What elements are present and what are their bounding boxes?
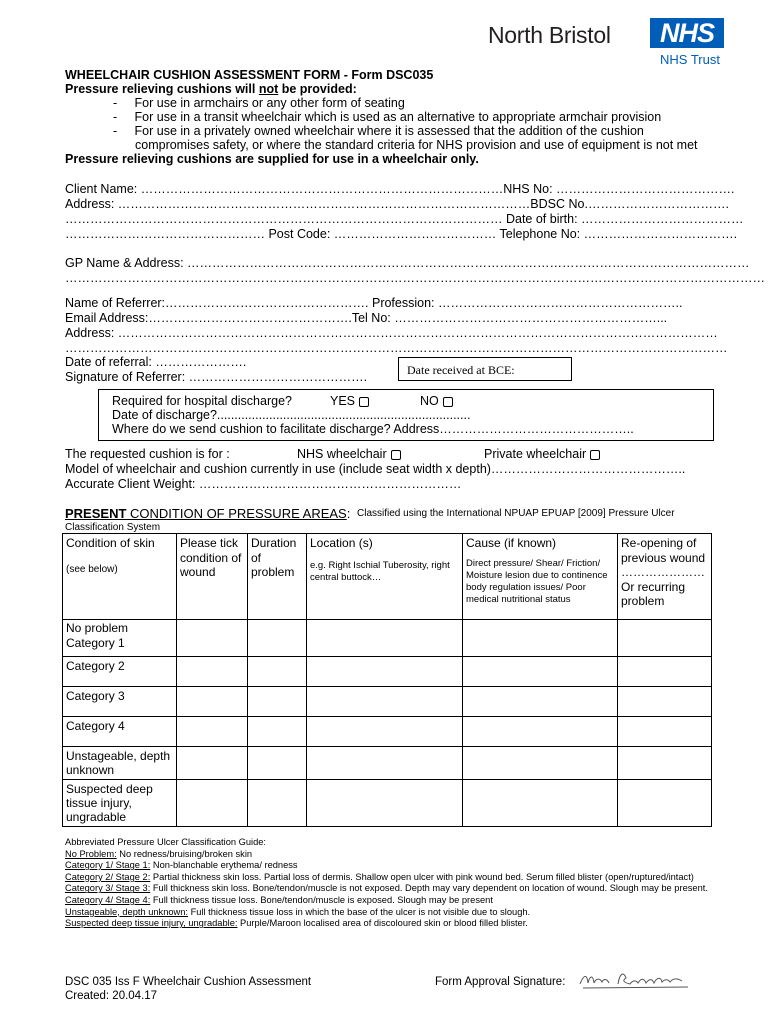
duration-cell[interactable] (248, 717, 307, 747)
cause-cell[interactable] (463, 620, 618, 657)
form-title: WHEELCHAIR CUSHION ASSESSMENT FORM - Form DSC035 (65, 68, 434, 82)
nhs-wheelchair-checkbox[interactable] (391, 450, 401, 460)
row-category-2: Category 2 (63, 657, 177, 687)
no-checkbox[interactable] (443, 397, 453, 407)
guide-item: Category 1/ Stage 1: Non-blanchable erythema/ redness (65, 860, 298, 871)
cause-cell[interactable] (463, 657, 618, 687)
tick-cell[interactable] (177, 780, 248, 827)
header-location: Location (s) e.g. Right Ischial Tuberosity, right central buttock… (307, 534, 463, 620)
location-cell[interactable] (307, 717, 463, 747)
postcode-field[interactable]: ………………………………………… Post Code: ………………………………… Telephone No: ………………………………. (65, 227, 738, 241)
address-field[interactable]: Address: ………………………………………………………………………………………BDSC No.……………………………. (65, 197, 729, 211)
row-category-4: Category 4 (63, 717, 177, 747)
date-received-box[interactable]: Date received at BCE: (398, 357, 572, 381)
referrer-address-field[interactable]: Address: ……………………………………………………………………………………………………………………………… (65, 326, 718, 340)
header-cause: Cause (if known) Direct pressure/ Shear/ Friction/ Moisture lesion due to continence body regulation issues/ Poor medical nutritional status (463, 534, 618, 620)
wheelchair-model-field[interactable]: Model of wheelchair and cushion currently in use (include seat width x depth)……………………………………….. (65, 462, 686, 476)
cause-cell[interactable] (463, 717, 618, 747)
email-field[interactable]: Email Address:………………………………………….Tel No: ………………………………………………………... (65, 311, 668, 325)
discharge-question: Required for hospital discharge? (112, 394, 292, 408)
duration-cell[interactable] (248, 687, 307, 717)
approval-label: Form Approval Signature: (435, 976, 566, 988)
pressure-areas-heading: PRESENT CONDITION OF PRESSURE AREAS: (65, 506, 351, 521)
referrer-address-cont[interactable]: …………………………………………………………………………………………………………………………………………… (65, 341, 728, 355)
tick-cell[interactable] (177, 687, 248, 717)
duration-cell[interactable] (248, 620, 307, 657)
header-reopen: Re-opening of previous wound ………………… Or recurring problem (618, 534, 712, 620)
cause-cell[interactable] (463, 747, 618, 780)
discharge-date-field[interactable]: Date of discharge?......................................................................... (112, 408, 471, 422)
dob-field[interactable]: …………………………………………………………………………………………… Date of birth: ………………………………… (65, 212, 744, 226)
tick-cell[interactable] (177, 657, 248, 687)
duration-cell[interactable] (248, 657, 307, 687)
location-cell[interactable] (307, 657, 463, 687)
gp-field-cont[interactable]: …………………………………………………………………………………………………………………………………………………… (65, 271, 765, 285)
bullet-3-cont: compromises safety, or where the standard criteria for NHS provision and use of equipment is not met (135, 138, 698, 152)
row-no-problem: No problem Category 1 (63, 620, 177, 657)
location-cell[interactable] (307, 620, 463, 657)
location-cell[interactable] (307, 747, 463, 780)
duration-cell[interactable] (248, 747, 307, 780)
reopen-cell[interactable] (618, 717, 712, 747)
header-condition: Condition of skin (see below) (63, 534, 177, 620)
classification-note-cont: Classification System (65, 522, 161, 533)
cause-cell[interactable] (463, 687, 618, 717)
org-name: North Bristol (488, 22, 611, 48)
header-tick: Please tick condition of wound (177, 534, 248, 620)
reopen-cell[interactable] (618, 780, 712, 827)
header-duration: Duration of problem (248, 534, 307, 620)
client-name-field[interactable]: Client Name: ……………………………………………………………………………NHS No: ……………………………………. (65, 182, 735, 196)
tick-cell[interactable] (177, 717, 248, 747)
cause-cell[interactable] (463, 780, 618, 827)
bullet-3: - For use in a privately owned wheelchair where it is assessed that the addition of the cushion (113, 124, 644, 138)
bullet-1: - For use in armchairs or any other form of seating (113, 96, 405, 110)
tick-cell[interactable] (177, 747, 248, 780)
guide-title: Abbreviated Pressure Ulcer Classification Guide: (65, 837, 267, 847)
yes-checkbox[interactable] (359, 397, 369, 407)
footer-created: Created: 20.04.17 (65, 990, 158, 1002)
classification-note: Classified using the International NPUAP EPUAP [2009] Pressure Ulcer (357, 508, 675, 519)
discharge-yes[interactable]: YES (330, 394, 369, 408)
client-weight-field[interactable]: Accurate Client Weight: ……………………………………………………… (65, 477, 462, 491)
reopen-cell[interactable] (618, 657, 712, 687)
bullet-2: - For use in a transit wheelchair which is used as an alternative to appropriate armchair provision (113, 110, 662, 124)
row-category-3: Category 3 (63, 687, 177, 717)
gp-field[interactable]: GP Name & Address: ……………………………………………………………………………………………………………………… (65, 256, 750, 270)
reopen-cell[interactable] (618, 747, 712, 780)
guide-item: No Problem: No redness/bruising/broken skin (65, 848, 253, 859)
reopen-cell[interactable] (618, 620, 712, 657)
guide-item: Suspected deep tissue injury, ungradable: Purple/Maroon localised area of discoloured skin or blood filled blister. (65, 918, 528, 929)
location-cell[interactable] (307, 780, 463, 827)
footer-doc-ref: DSC 035 Iss F Wheelchair Cushion Assessment (65, 976, 312, 988)
discharge-no[interactable]: NO (420, 394, 453, 408)
provided-heading: Pressure relieving cushions will not be provided: (65, 82, 357, 96)
tick-cell[interactable] (177, 620, 248, 657)
reopen-cell[interactable] (618, 687, 712, 717)
guide-item: Category 2/ Stage 2: Partial thickness skin loss. Partial loss of dermis. Shallow open ulcer with pink wound bed. Serum filled blister (open/ruptured/intact) (65, 871, 694, 882)
guide-item: Category 4/ Stage 4: Full thickness tissue loss. Bone/tendon/muscle is exposed. Slough may be present (65, 894, 493, 905)
row-suspected-deep: Suspected deep tissue injury, ungradable (63, 780, 177, 827)
classification-guide (65, 837, 725, 930)
guide-item: Unstageable, depth unknown: Full thickness tissue loss in which the base of the ulcer is not visible due to slough. (65, 906, 531, 917)
nhs-wheelchair-option[interactable]: NHS wheelchair (297, 447, 401, 461)
private-wheelchair-checkbox[interactable] (590, 450, 600, 460)
guide-item: Category 3/ Stage 3: Full thickness skin loss. Bone/tendon/muscle is not exposed. Depth may vary dependent on location of wound. Slough may be present. (65, 883, 708, 894)
private-wheelchair-option[interactable]: Private wheelchair (484, 447, 600, 461)
row-unstageable: Unstageable, depth unknown (63, 747, 177, 780)
cushion-for-label: The requested cushion is for : (65, 447, 230, 461)
discharge-address-field[interactable]: Where do we send cushion to facilitate discharge? Address……………………………………….. (112, 422, 634, 436)
trust-name: NHS Trust (660, 52, 720, 67)
referral-date-field[interactable]: Date of referral: …………………. (65, 355, 247, 369)
nhs-logo: NHS (650, 18, 724, 48)
approval-signature (578, 966, 698, 992)
referrer-name-field[interactable]: Name of Referrer:…………………………………………. Profession: ………………………………………………….. (65, 296, 683, 310)
pressure-areas-table (62, 533, 712, 827)
referrer-signature-field[interactable]: Signature of Referrer: ……………………………………. (65, 370, 368, 384)
location-cell[interactable] (307, 687, 463, 717)
duration-cell[interactable] (248, 780, 307, 827)
supplied-note: Pressure relieving cushions are supplied for use in a wheelchair only. (65, 152, 479, 166)
